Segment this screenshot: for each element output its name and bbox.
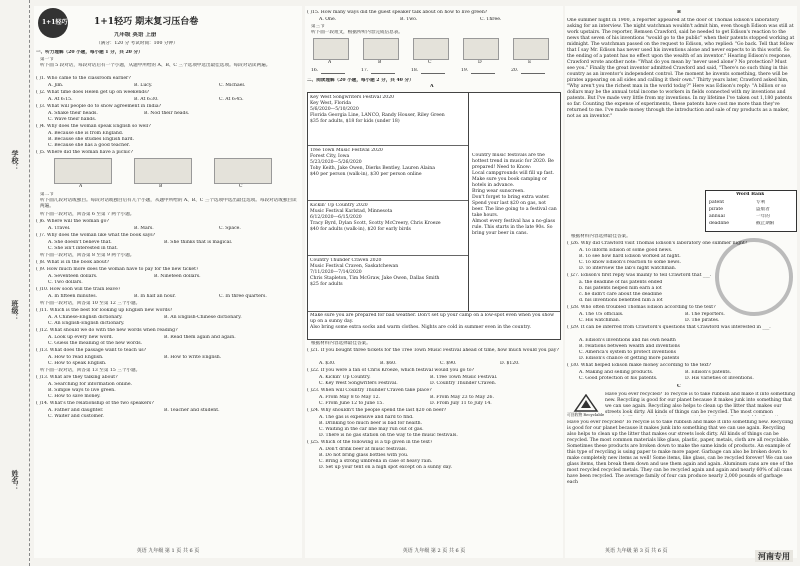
blank-17: 17. (361, 68, 369, 73)
q22-opt-a: A. Kickin' Up Country. (319, 375, 371, 380)
q29-opt-d: D. Edison's chance of getting more patents (579, 356, 680, 361)
q3-opt-b: B. Nod their heads. (144, 111, 190, 116)
festival-tips (472, 153, 558, 309)
q25-opt-a: A. Don't drink beer at music festivals. (319, 447, 407, 452)
q30-opt-c: C. Good protection of his patents. (579, 376, 658, 381)
q21-opt-a: A. $30. (319, 361, 336, 366)
q15b-opt-b: B. Two. (400, 17, 418, 22)
activity-picture-b (363, 38, 399, 60)
festival-1 (310, 95, 460, 143)
q15b: ( )15. How many ways did the guest speaker talk about on how to live green? (307, 10, 488, 15)
q3-opt-a: A. Shake their heads. (48, 111, 98, 116)
q30-opt-d: D. His varieties of inventions. (685, 376, 754, 381)
q26-opt-b: B. To see how hard Edison worked at night. (579, 254, 681, 259)
blank-16-line (321, 73, 345, 74)
festival-4-dates: 7/11/2020—7/14/2020 (310, 270, 362, 275)
q7-opt-b: B. She thinks that is magical. (164, 240, 233, 245)
activity-picture-d (463, 38, 499, 60)
q30: ( )30. What helped Edison make money according to the text? (567, 363, 712, 368)
score-line: （满分：120 分 考试时间：100 分钟） (96, 41, 178, 46)
dialogue-14-intro: 听下面一段对话，回答第 13 至第 15 三个小题。 (40, 368, 141, 373)
q27-opt-d: d. his inventions benefited him a lot (579, 298, 663, 303)
q22-opt-c: C. Key West Songwriters Festival. (319, 381, 398, 386)
festival-1-price: $35 for adults, $18 for kids (under 18) (310, 119, 400, 124)
dialogue-8-intro: 听下面一段对话，回答第 8 至第 9 两个小题。 (40, 253, 135, 258)
q6-opt-a: A. Travel. (48, 226, 71, 231)
q28-opt-c: C. His watchman. (579, 318, 621, 323)
q24-opt-c: C. Waiting in the car line may run out of gas. (319, 427, 424, 432)
q15-opt-c: C. Waiter and customer. (48, 414, 104, 419)
q4-opt-b: B. Because she studies English hard. (48, 137, 135, 142)
part3-directions: 听下面一段短文，根据所听内容完成信息表。 (311, 30, 403, 35)
page-3 (565, 6, 797, 561)
q7-opt-c: C. She isn't interested in that. (48, 246, 118, 251)
picnic-picture-b (134, 158, 192, 184)
q21-opt-b: B. $60. (380, 361, 397, 366)
blank-18: 18. (411, 68, 419, 73)
blank-20: 20. (511, 68, 519, 73)
dialogue-6-intro: 听下面一段对话，回答第 6 至第 7 两个小题。 (40, 212, 135, 217)
festival-4 (310, 258, 460, 306)
exam-title (94, 14, 198, 27)
q24-opt-b: B. Drinking too much beer is bad for health. (319, 421, 423, 426)
q1-opt-c: C. Michael. (219, 83, 246, 88)
q23-opt-b: B. From May 23 to May 26. (430, 395, 494, 400)
q6-opt-b: B. Mars. (134, 226, 154, 231)
q6: ( )6. Where will the woman go? (36, 219, 109, 224)
q23: ( )23. When will Country Thunder Craven take place? (307, 388, 432, 393)
q13-opt-b: B. How to write English. (164, 355, 222, 360)
part3-label: 第三节 (311, 24, 325, 29)
word-bank-title: Word Bank (736, 192, 765, 197)
section-listening: 一、听力理解（20 小题，每小题 1 分，共 20 分） (36, 50, 143, 55)
festival-1-place: Key West, Florida (310, 101, 352, 106)
q3: ( )3. What will people do to show agreement in India? (36, 104, 162, 109)
word-bank-term: pirate (709, 207, 723, 212)
q13: ( )13. What does the passage want to teach us? (36, 348, 147, 353)
q23-opt-c: C. From June 12 to June 15. (319, 401, 384, 406)
q11-opt-b: B. An English-Chinese dictionary. (164, 315, 242, 320)
q24-opt-a: A. The gas is expensive and hard to find. (319, 415, 414, 420)
blank-19-line (471, 73, 495, 74)
passage-c-intro: Have you ever recycled? To recycle is to take rubbish and make it into something new. Recycling is good for our planet because it makes junk into something that we can use again. Recycling also helps to clean up the litter that makes our streets look dirty. All kinds of things can be recycled. The most common (605, 392, 795, 415)
grade-subject: 九年级 英语 上册 (114, 32, 157, 38)
q26-opt-d: D. To interview the lab's night watchman. (579, 266, 677, 271)
watermark-seal (715, 238, 793, 316)
q15-opt-b: B. Teacher and student. (164, 408, 220, 413)
q28-opt-b: B. The reporters. (685, 312, 725, 317)
q7-opt-a: A. She doesn't believe that. (48, 240, 112, 245)
q8: ( )8. What is in the book about? (36, 260, 110, 265)
tip-3: Don't forget to bring extra water. (472, 195, 550, 200)
q28-opt-d: D. The pirates. (685, 318, 720, 323)
part2-label: 第二节 (40, 192, 54, 197)
q22: ( )22. If you were a fan of Chris Kroeze, which festival would you go to? (307, 368, 474, 373)
part1-label: 第一节 (40, 57, 54, 62)
q15: ( )14. What's the relationship of the two speakers? (36, 401, 154, 406)
q6-opt-c: C. Space. (219, 226, 241, 231)
q9-opt-b: B. Nineteen dollars. (154, 274, 201, 279)
q2: ( )2. What time does Helen get up on weekends? (36, 90, 150, 95)
q2-opt-c: C. At 6:45. (219, 97, 244, 102)
page-2-footer: 英语 九年级 第 2 页 共 6 页 (402, 548, 466, 554)
page-1 (34, 6, 302, 558)
q9-opt-c: C. Two dollars. (48, 280, 83, 285)
footnote-1: Make sure you are prepared for bad weather. Don't set up your camp on a low-spot even when you show up on a sunny day. (310, 313, 555, 324)
festival-1-acts: Florida Georgia Line, LANCO, Randy Houser, Riley Green (310, 113, 445, 118)
festival-2-acts: Toby Keith, Jake Owen, Dierks Bentley, Lauren Alaina (310, 166, 435, 171)
word-bank-meaning: 一年的 (756, 214, 770, 219)
q11-opt-a: A. A Chinese-English dictionary. (48, 315, 123, 320)
q22-opt-d: D. Country Thunder Craven. (430, 381, 497, 386)
festival-3-price: $40 for adults (walk-in), $20 for early birds (310, 227, 411, 232)
section-b-label: B (677, 10, 681, 15)
page-2 (305, 6, 563, 558)
q30-opt-a: A. Making and selling products. (579, 370, 654, 375)
passage-b: One summer night in 1900, a reporter appeared at the door of Thomas Edison's laboratory asking for an interview. The night watchman wouldn't admit him, even though Edison was still at work upstairs. The reporter, Remsen Crawford, said he needed to get Edison's reaction to the news that seven of his inventions "would go to the public" when their patents stopped working at midnight. The watchman passed on the request to Edison, who replied: "Go back. Tell that fellow that I say Mr. Edison has never used his inventions alone and never expects to in this world. So the ending of a patent has no effect upon the wealth of an inventor." Hearing Edison's response, Crawford wrote another note: "What do you mean by 'never used alone'? No protection? Must see you." Finally the great inventor admitted Crawford and said, "There's no such thing in this country as an inventor's independent control. The moment he invents something, there will be pirates appearing on all sides and calling it their own." Thirty years later, Crawford asked him, "Why aren't you the richest man in the world today?" Here was Edison's reply: "A billion or so dollars may be the annual total income to workers in fields connected with my inventions and patents. But I've made very little from my inventions. In my lifetime I've taken out 1,180 patents so far. Counting the expense of experiments, these patents have cost me more than they've returned to me. I've made money through the introduction and sale of my products as a maker, not as an inventor." (567, 18, 795, 119)
q27: ( )27. Edison's first reply was mainly to tell Crawford that ___. (567, 273, 712, 278)
q1-opt-b: B. Lucy. (134, 83, 153, 88)
section-reading: 二、阅读理解（20 小题，每小题 2 分，共 40 分） (307, 78, 414, 83)
festival-1-dates: 5/6/2020—5/10/2020 (310, 107, 359, 112)
activity-label-c: C (428, 60, 432, 65)
q24: ( )24. Why shouldn't the people spend the last $20 on beer? (307, 408, 447, 413)
dialogue-11-intro: 听下面一段对话，回答第 10 至第 12 三个小题。 (40, 301, 141, 306)
section-a-label: A (430, 84, 434, 89)
page-3-footer: 英语 九年级 第 3 页 共 6 页 (605, 548, 668, 554)
q4: ( )4. Why does the woman speak English so well? (36, 124, 151, 129)
festival-2-place: Forest City, Iowa (310, 154, 350, 159)
school-label: 学校： (11, 150, 20, 171)
festival-4-acts: Chris Stapleton, Tim McGraw, Jake Owen, Dallas Smith (310, 276, 440, 281)
q4-opt-a: A. Because she is from England. (48, 131, 124, 136)
festival-3-place: Music Festival Karlstad, Minnesota (310, 209, 393, 214)
festival-4-place: Music Festival Craven, Saskatchewan (310, 264, 399, 269)
word-bank-meaning: 截止期限 (756, 221, 775, 226)
activity-picture-e (513, 38, 549, 60)
q9-opt-a: A. Seventeen dollars. (48, 274, 98, 279)
pic-label-b: B (159, 184, 163, 189)
q7: ( )7. Why does the woman like what the book says? (36, 233, 156, 238)
q25: ( )25. Which of the following is a tip given in the text? (307, 440, 433, 445)
q2-opt-b: B. At 6:30. (134, 97, 159, 102)
picnic-picture-a (54, 158, 112, 184)
logo-text: 1+1轻巧 (42, 19, 68, 26)
q10-opt-c: C. In three quarters. (219, 294, 267, 299)
q26-opt-a: A. To inform Edison of some good news. (579, 248, 673, 253)
cut-line (29, 0, 30, 566)
activity-label-e: E (528, 60, 532, 65)
festival-3-name: Kickin' Up Country 2020 (310, 203, 368, 208)
brand-name: 1+1轻巧 (94, 17, 133, 27)
festival-divider (308, 200, 468, 201)
q12-opt-a: A. Look up every new word. (48, 335, 114, 340)
q22-opt-b: B. Tree Town Music Festival. (430, 375, 498, 380)
q11-opt-c: C. An English-English dictionary. (48, 321, 125, 326)
word-bank (705, 190, 797, 232)
reading-a-directions: 根据材料内容选择最佳答案。 (311, 341, 371, 346)
passage-c: Have you ever recycled? To recycle is to take rubbish and make it into something new. Recycling is good for our planet because it makes junk into something that we can use again. Recycling also helps to clean up the litter that makes our streets look dirty. All kinds of things can be recycled. The most common materials like glass, plastic, paper, metals, cloth are all recyclable. Sometimes these products are broken down to make the same kinds of products. An example of this type of recycling is using paper to make more paper. Garbage can also be broken down to make completely new items as well! Some items, like glass, can be recycled forever! We can use glass items, then break them down and use them again and again. Aluminum cans are one of the most recycled recycled metals. They can be recycled again and again and nearly 60% of all cans have been recycled. The average family of four can produce nearly 2,000 pounds of garbage each (567, 420, 794, 485)
q10-opt-a: A. In fifteen minutes. (48, 294, 98, 299)
class-label: 班级： (11, 300, 20, 321)
q29-opt-b: B. relations between wealth and inventions (579, 344, 680, 349)
q23-opt-a: A. From May 8 to May 12. (319, 395, 380, 400)
q15b-opt-a: A. One. (319, 17, 337, 22)
q29-opt-a: A. Edison's inventions and his own health (579, 338, 676, 343)
tips-intro: Country music festivals are the hottest trend in music for 2020. Be prepared! Need to Know: (472, 153, 554, 170)
festival-4-price: $25 for adults (310, 282, 343, 287)
q14-opt-c: C. How to save money. (48, 394, 101, 399)
q21: ( )21. If you bought three tickets for the Tree Town Music Festival ahead of time, how much would you pay? (307, 348, 559, 353)
q5: ( )5. Where did the woman have a picnic? (36, 150, 133, 155)
reading-b-directions: 根据材料内容选择最佳答案。 (571, 234, 631, 239)
blank-20-line (521, 73, 545, 74)
activity-label-b: B (378, 60, 382, 65)
table-column-divider (468, 93, 469, 311)
recycle-label: 可回收物 Recyclable (567, 412, 605, 417)
tip-5: Almost every festival has a no-glass rule. This starts in the late 90s. So bring your beer in cans. (472, 219, 556, 236)
q1-opt-a: A. Jim. (48, 83, 64, 88)
q29: ( )29. It can be inferred from Crawford's questions that Crawford was interested in ___. (567, 325, 771, 330)
festival-3 (310, 203, 460, 251)
festival-3-acts: Tracy Byrd, Dylan Scott, Scotty McCreery, Chris Kroeze (310, 221, 441, 226)
q13-opt-a: A. How to read English. (48, 355, 104, 360)
q25-opt-d: D. Set up your tent on a high spot except on a sunny day. (319, 465, 452, 470)
q14-opt-a: A. Searching for information online. (48, 382, 133, 387)
word-bank-term: deadline (709, 221, 729, 226)
festival-2-name: Tree Town Music Festival 2020 (310, 148, 383, 153)
festival-3-dates: 6/12/2020—6/15/2020 (310, 215, 362, 220)
blank-18-line (421, 73, 445, 74)
section-c-label: C (677, 384, 681, 389)
q13-opt-c: C. How to speak English. (48, 361, 107, 366)
q9: ( )9. How much more does the woman have to pay for the new ticket? (36, 267, 199, 272)
q14-opt-b: B. Simple ways to live green. (48, 388, 116, 393)
blank-16: 16. (311, 68, 319, 73)
tip-2: Bring wear sunscreen. (472, 189, 525, 194)
q12-opt-b: B. Read them again and again. (164, 335, 236, 340)
q30-opt-b: B. Edison's patents. (685, 370, 732, 375)
festival-2 (310, 148, 460, 196)
festival-table (307, 92, 561, 340)
q1: ( )1. Who came to the classroom earlier? (36, 76, 131, 81)
page-1-footer: 英语 九年级 第 1 页 共 6 页 (136, 548, 200, 554)
festival-2-dates: 5/23/2020—5/26/2020 (310, 160, 362, 165)
q29-opt-c: C. America's system to protect inventions (579, 350, 676, 355)
word-bank-meaning: 盗版者 (756, 207, 770, 212)
q12-opt-c: C. Guess the meaning of the new words. (48, 341, 143, 346)
q11: ( )11. Which is the best for looking up English new words? (36, 308, 173, 313)
q23-opt-d: D. From July 11 to July 14. (430, 401, 492, 406)
q26-opt-c: C. To know Edison's reaction to some news. (579, 260, 681, 265)
name-label: 姓名： (11, 470, 20, 491)
q21-opt-c: C. $90. (440, 361, 457, 366)
part2-directions: 听下面几段对话或独白。每段对话或独白后有几个小题，从题中所给的 A、B、C 三个选项中选出最佳选项。每段对话或独白读两遍。 (40, 198, 297, 209)
q27-opt-c: c. he didn't care about the deadline (579, 292, 662, 297)
q25-opt-c: C. Bring a strong umbrella in case of heavy rain. (319, 459, 433, 464)
blank-19: 19. (461, 68, 469, 73)
pic-label-a: A (79, 184, 83, 189)
q14: ( )13. What are they talking about? (36, 375, 118, 380)
festival-divider (308, 145, 468, 146)
footnote-2: Also bring some extra socks and warm clothes. Nights are cold in summer even in the country. (310, 325, 531, 330)
festival-2-price: $40 per person (walk-in), $30 per person online (310, 172, 422, 177)
q15-opt-a: A. Father and daughter. (48, 408, 104, 413)
activity-label-a: A (328, 60, 332, 65)
part1-directions: 听下面 5 段对话，每段对话后有一个小题，从题中所给的 A、B、C 三个选项中选出最佳选项。每段对话读两遍。 (40, 63, 271, 68)
activity-picture-c (413, 38, 449, 60)
region-tag: 河南专用 (755, 550, 793, 562)
word-bank-term: patent (709, 200, 725, 205)
title-text: 期末复习压台卷 (135, 17, 199, 27)
q15b-opt-c: C. Three. (480, 17, 502, 22)
q10: ( )10. How soon will the train leave? (36, 287, 121, 292)
q2-opt-a: A. At 6:15. (48, 97, 73, 102)
q26: ( )26. Why did Crawford visit Thomas Edison's laboratory one summer night? (567, 241, 748, 246)
festival-1-name: Key West Songwriters Festival 2020 (310, 95, 395, 100)
q28: ( )28. Who often troubled Thomas Edison according to the text? (567, 305, 716, 310)
q25-opt-b: B. Do not bring glass bottles with you. (319, 453, 409, 458)
tip-4: Spend your last $20 on gas, not beer. The line going to a festival can take hours. (472, 201, 557, 218)
q27-opt-a: a. the deadline of his patents ended (579, 280, 663, 285)
table-footnotes (310, 313, 558, 337)
festival-divider (308, 255, 468, 256)
pic-label-c: C (239, 184, 243, 189)
picnic-picture-c (214, 158, 272, 184)
q3-opt-c: C. Wave their hands. (48, 117, 97, 122)
q24-opt-d: D. There is no gas station on the way to the music festivals. (319, 433, 458, 438)
q27-opt-b: b. his patents helped him earn a lot (579, 286, 662, 291)
q28-opt-a: A. The US officials. (579, 312, 624, 317)
word-bank-meaning: 专利 (756, 200, 766, 205)
q12: ( )12. What should we do with the new words when reading? (36, 328, 178, 333)
q4-opt-c: C. Because she has a good teacher. (48, 143, 130, 148)
activity-picture-a (313, 38, 349, 60)
activity-label-d: D (478, 60, 482, 65)
q10-opt-b: B. In half an hour. (134, 294, 176, 299)
blank-17-line (371, 73, 395, 74)
q21-opt-d: D. $120. (500, 361, 520, 366)
festival-4-name: Country Thunder Craven 2020 (310, 258, 382, 263)
word-bank-term: annual (709, 214, 725, 219)
tip-1: Local campgrounds will fill up fast. Make sure you book camping or hotels in advance. (472, 171, 554, 188)
table-bottom-divider (308, 311, 560, 312)
